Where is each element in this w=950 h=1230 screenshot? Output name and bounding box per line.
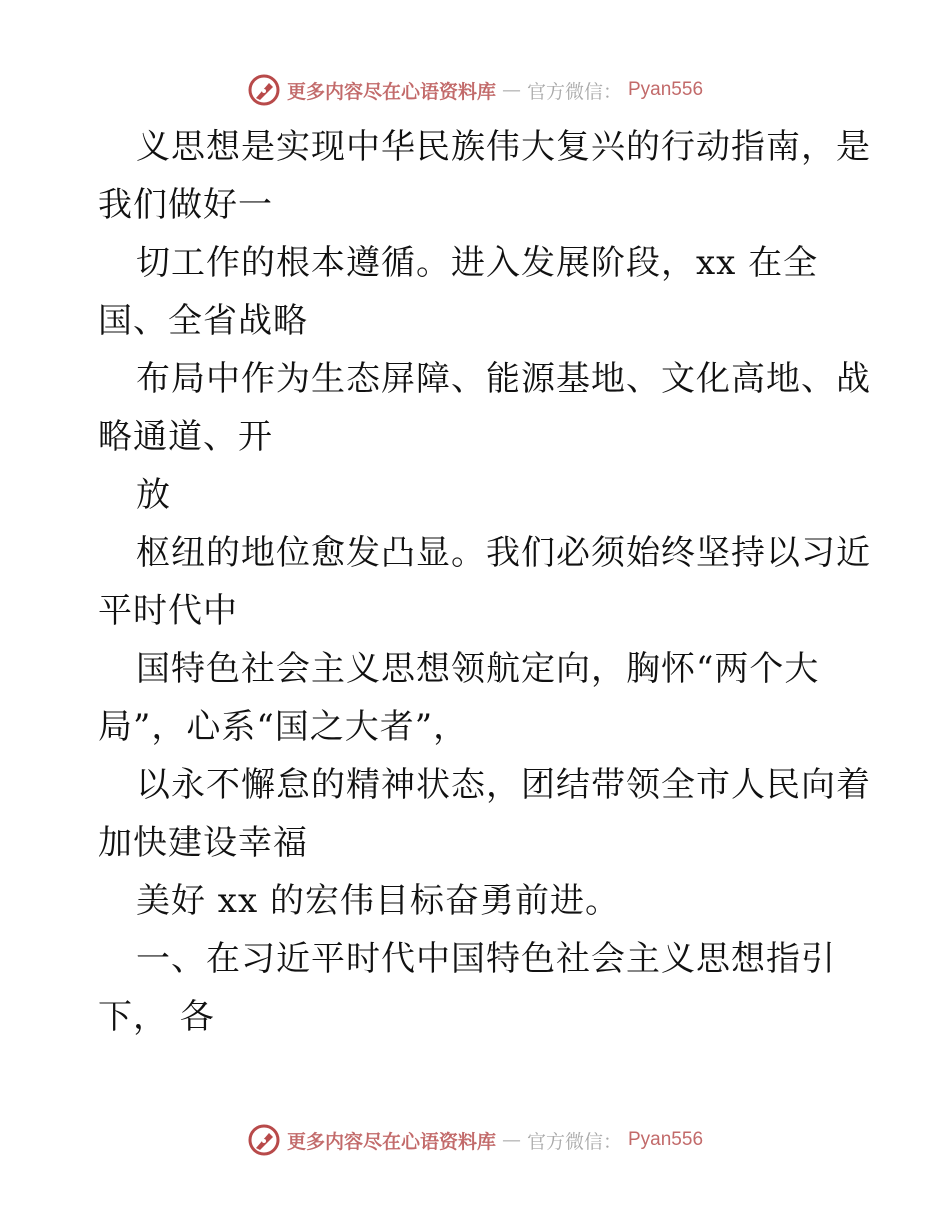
watermark-wechat-label: 官方微信： xyxy=(526,1130,622,1153)
text-line: 略通道、开 xyxy=(98,417,273,457)
text-line: 平时代中 xyxy=(98,591,238,631)
text-line: 我们做好一 xyxy=(98,185,273,225)
text-line: 局”，心系“国之大者”， xyxy=(98,707,469,747)
pen-nib-logo-icon xyxy=(247,73,281,107)
pen-nib-logo-icon xyxy=(247,1123,281,1157)
document-body xyxy=(98,118,871,1046)
text-line: 布局中作为生态屏障、能源基地、文化高地、战 xyxy=(136,359,871,399)
footer-watermark xyxy=(0,1120,950,1160)
text-line: 国、全省战略 xyxy=(98,301,308,341)
watermark-wechat-id: Pyan556 xyxy=(628,79,704,100)
watermark-wechat-id: Pyan556 xyxy=(628,1129,704,1150)
text-line: 美好 xx 的宏伟目标奋勇前进。 xyxy=(136,881,620,921)
text-line: 一、在习近平时代中国特色社会主义思想指引 xyxy=(136,939,836,979)
header-watermark xyxy=(0,70,950,110)
watermark-separator: — xyxy=(501,1129,521,1151)
watermark-site-name: 更多内容尽在心语资料库 xyxy=(286,1130,496,1153)
text-line: 切工作的根本遵循。进入发展阶段，xx 在全 xyxy=(136,243,819,283)
watermark-separator: — xyxy=(501,79,521,101)
text-line: 放 xyxy=(136,475,171,515)
text-line: 国特色社会主义思想领航定向，胸怀“两个大 xyxy=(136,649,820,689)
text-line: 下， 各 xyxy=(98,997,215,1037)
watermark-wechat-label: 官方微信： xyxy=(526,80,622,103)
text-line: 加快建设幸福 xyxy=(98,823,308,863)
text-line: 义思想是实现中华民族伟大复兴的行动指南，是 xyxy=(136,127,871,167)
watermark-site-name: 更多内容尽在心语资料库 xyxy=(286,80,496,103)
text-line: 以永不懈怠的精神状态，团结带领全市人民向着 xyxy=(136,765,871,805)
text-line: 枢纽的地位愈发凸显。我们必须始终坚持以习近 xyxy=(136,533,871,573)
